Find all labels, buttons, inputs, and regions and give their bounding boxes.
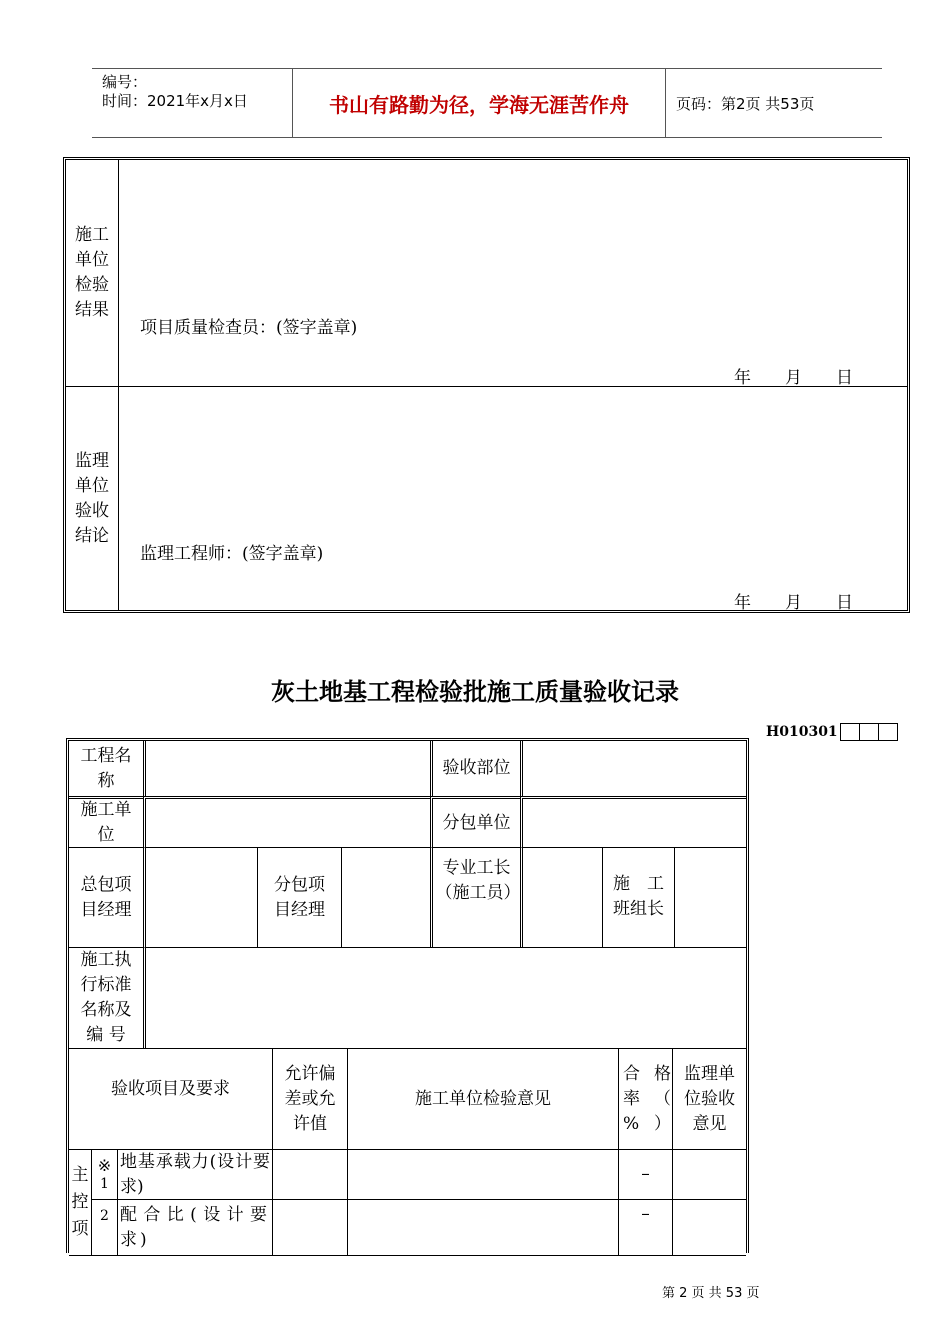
supervision-date: 年 月 日 <box>734 593 853 613</box>
general-manager-label: 总包项目经理 <box>69 847 143 947</box>
form-code-text: H010301 <box>766 724 838 740</box>
standard-value[interactable] <box>143 947 746 1048</box>
project-name-label: 工程名称 <box>80 745 132 791</box>
supervision-result-row <box>66 386 907 611</box>
row2-rate: – <box>618 1199 672 1256</box>
acceptance-record-table <box>66 738 749 1253</box>
inspection-part-label: 验收部位 <box>430 741 520 796</box>
row2-number: 2 <box>91 1199 117 1256</box>
row1-rate: – <box>618 1149 672 1199</box>
supervision-opinion-header: 监理单位验收意见 <box>672 1048 746 1149</box>
tolerance-header: 允许偏差或允许值 <box>272 1048 347 1149</box>
row2-supervision[interactable] <box>672 1199 746 1256</box>
page-footer: 第 2 页 共 53 页 <box>662 1286 760 1301</box>
form-title: 灰土地基工程检验批施工质量验收记录 <box>271 677 679 706</box>
inspection-part-value[interactable] <box>520 741 746 796</box>
row2-tolerance[interactable] <box>272 1199 347 1256</box>
row2-item: 配合比(设计要求) <box>117 1199 272 1256</box>
foreman-label: 专业工长（施工员） <box>430 847 520 947</box>
form-code <box>766 723 898 741</box>
sub-manager-label: 分包项目经理 <box>257 847 341 947</box>
inspection-results-table <box>63 157 910 613</box>
header-motto: 书山有路勤为径，学海无涯苦作舟 <box>292 69 666 137</box>
row1-item: 地基承载力(设计要求) <box>117 1149 272 1199</box>
sub-unit-label: 分包单位 <box>430 796 520 847</box>
construction-result-label: 施工单位检验结果 <box>66 160 119 386</box>
sub-unit-value[interactable] <box>520 796 746 847</box>
form-code-boxes <box>840 723 898 741</box>
standard-label: 施工执行标准名称及编 号 <box>69 947 143 1048</box>
team-leader-label: 施 工班组长 <box>602 847 674 947</box>
supervision-result-label: 监理单位验收结论 <box>66 387 119 611</box>
supervision-engineer-sign: 监理工程师：(签字盖章) <box>140 544 324 564</box>
foreman-value[interactable] <box>520 847 602 947</box>
row2-opinion[interactable] <box>347 1199 618 1256</box>
main-control-label: 主控项 <box>69 1149 91 1256</box>
construction-date: 年 月 日 <box>734 368 853 388</box>
general-manager-value[interactable] <box>143 847 257 947</box>
time-label: 时间：2021年x月x日 <box>102 92 248 110</box>
pass-rate-header: 合 格率（ %） <box>618 1048 672 1149</box>
project-name-value[interactable] <box>143 741 430 796</box>
number-label: 编号： <box>102 73 148 91</box>
construction-unit-value[interactable] <box>143 796 430 847</box>
sub-manager-value[interactable] <box>341 847 430 947</box>
construction-result-row <box>66 160 907 386</box>
construction-unit-label: 施工单位 <box>69 796 143 847</box>
header-page-label: 页码：第2页 共53页 <box>676 94 815 113</box>
row1-tolerance[interactable] <box>272 1149 347 1199</box>
team-leader-value[interactable] <box>674 847 746 947</box>
quality-inspector-sign: 项目质量检查员：(签字盖章) <box>140 318 358 338</box>
row1-opinion[interactable] <box>347 1149 618 1199</box>
row1-number: ※ 1 <box>91 1149 117 1199</box>
page-header <box>92 68 882 138</box>
items-header: 验收项目及要求 <box>69 1048 272 1149</box>
row1-supervision[interactable] <box>672 1149 746 1199</box>
construction-opinion-header: 施工单位检验意见 <box>347 1048 618 1149</box>
header-meta <box>92 69 292 137</box>
